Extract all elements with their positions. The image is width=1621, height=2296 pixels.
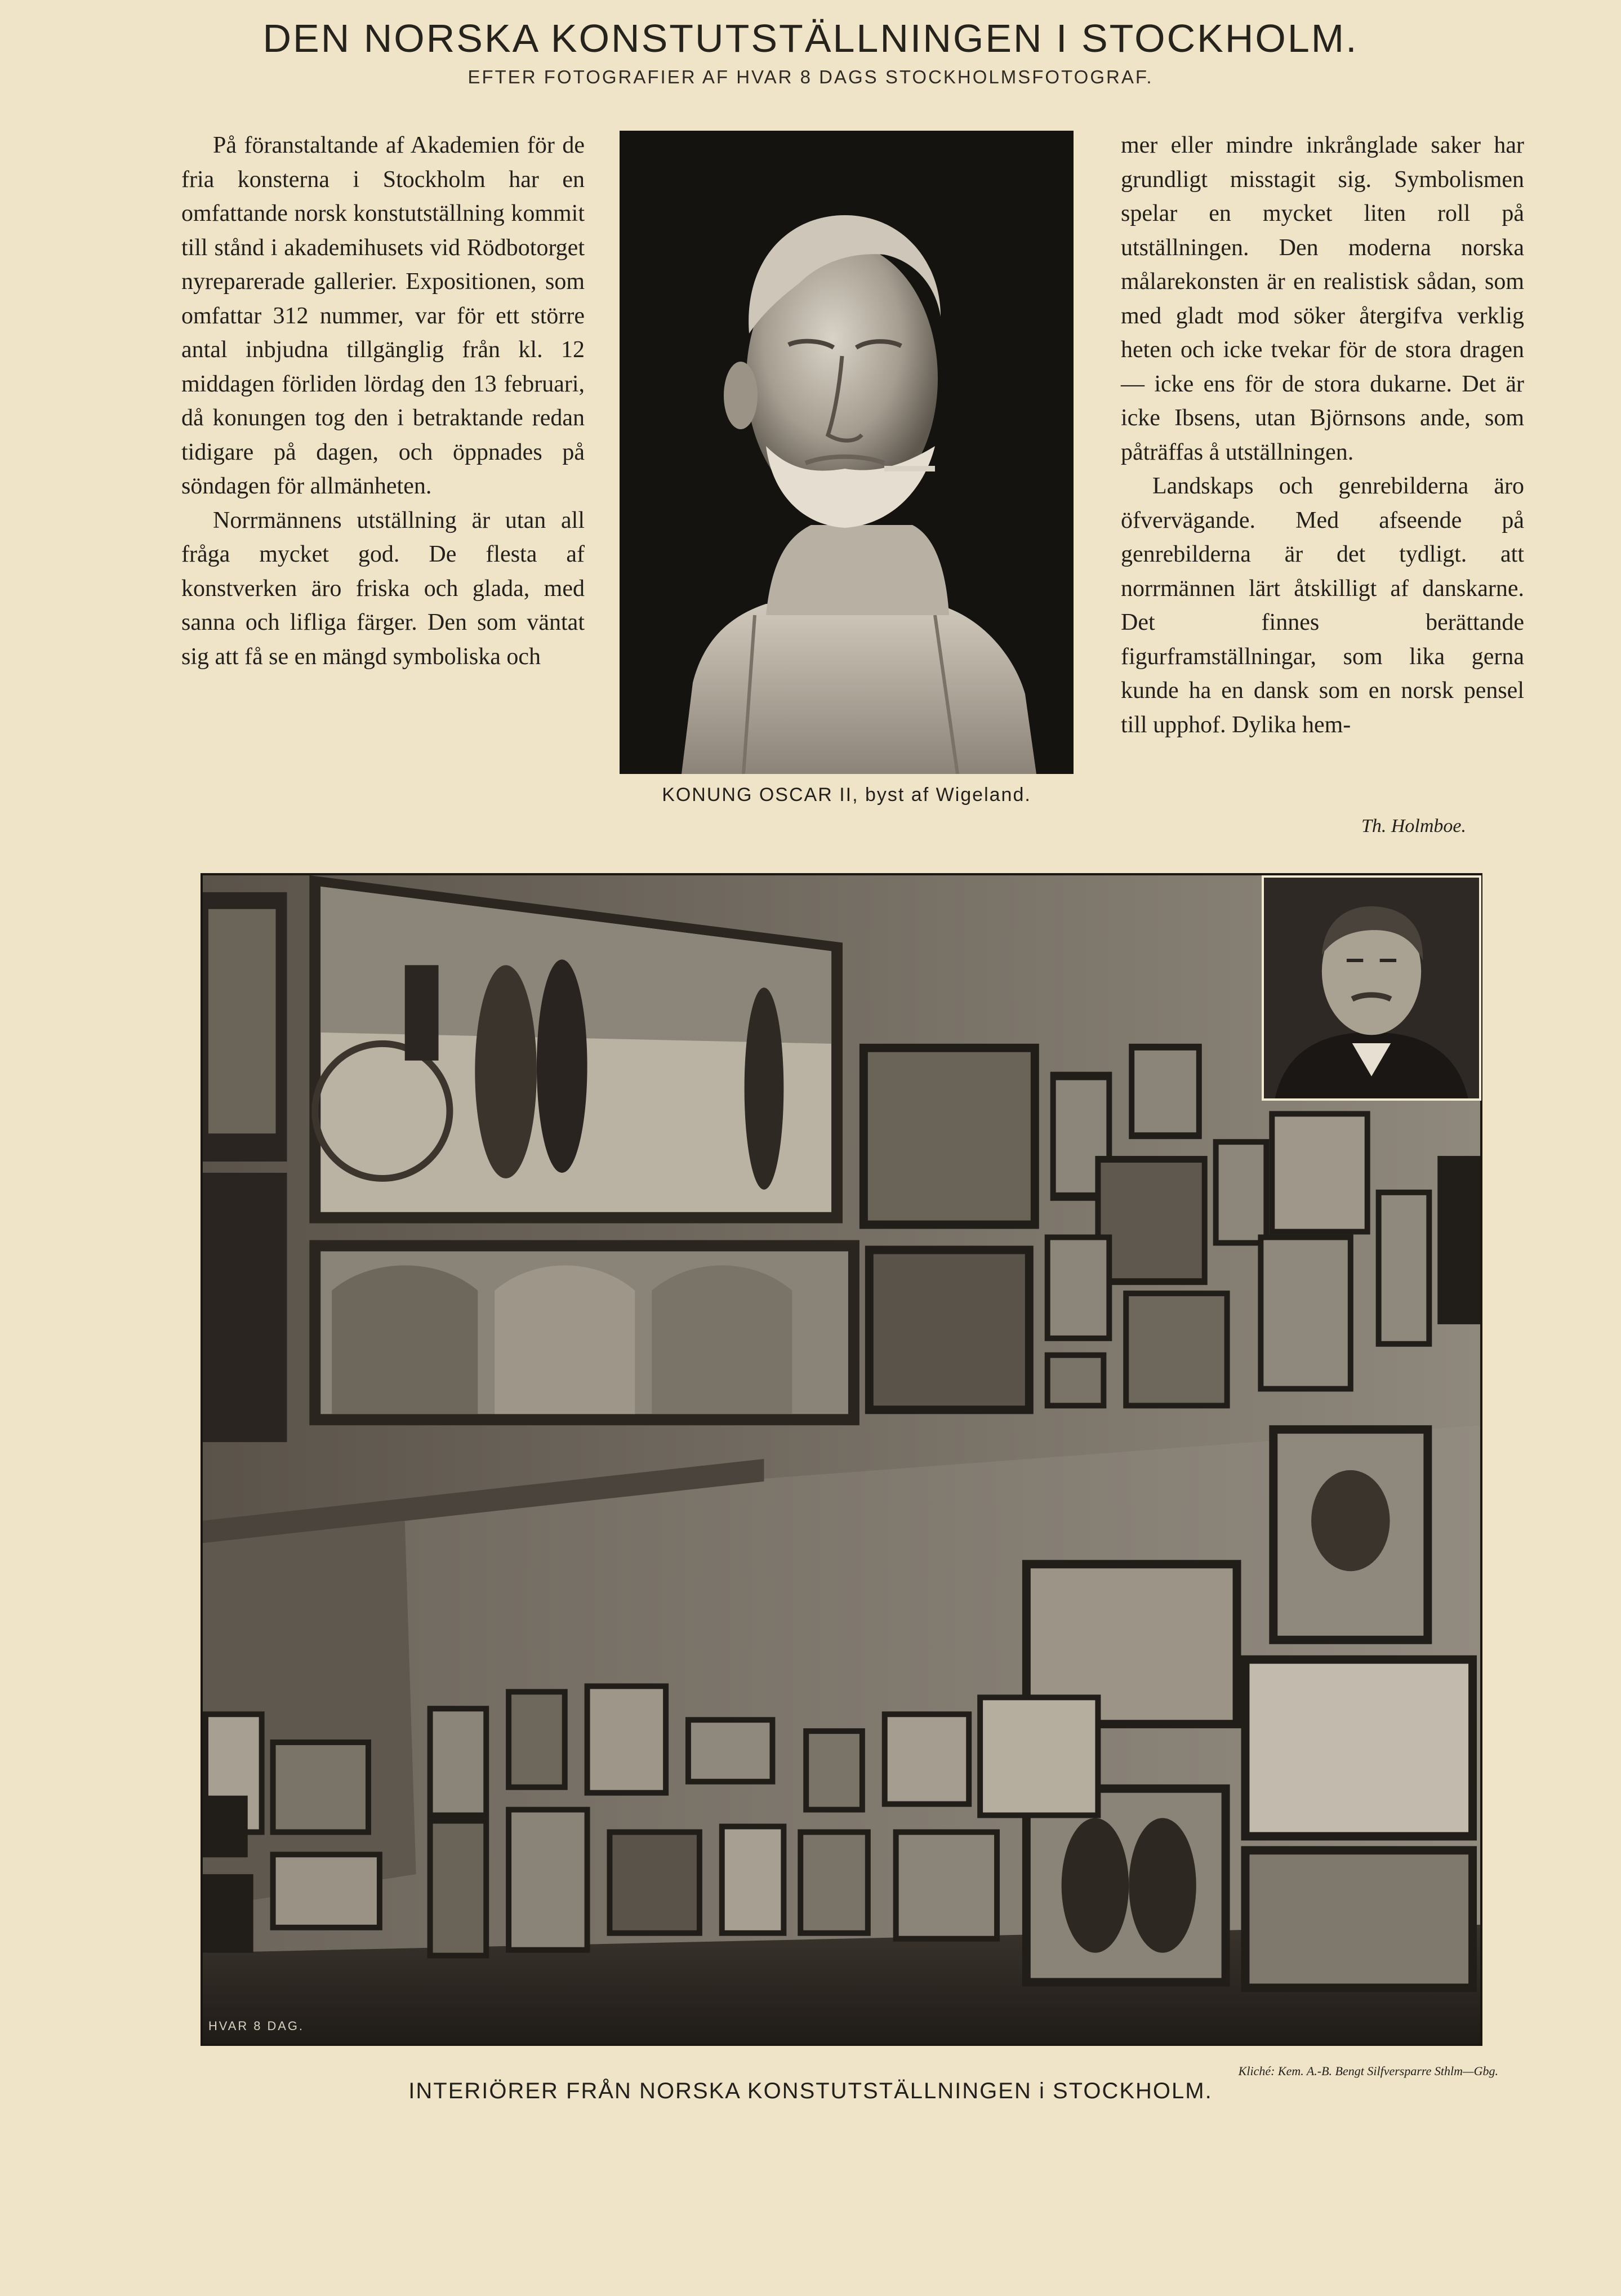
- article-column-right: [1121, 128, 1524, 742]
- article-column-left: [181, 128, 585, 674]
- photo-watermark: HVAR 8 DAG.: [208, 2019, 305, 2034]
- author-signature: Th. Holmboe.: [1361, 816, 1467, 836]
- article-paragraph: På föranstaltande af Akademien för de fria konsterna i Stockholm har en omfattande norsk konstutställning kommit till stånd i akademihusets vid Rödbotorget nyreparerade gallerier. Expositionen, som omfattar 312 nummer, var för ett större antal inbjudna tillgänglig från kl. 12 middagen förliden lördag den 13 februari, då konungen tog den i betraktande redan tidigare på dagen, och öppnades på söndagen för allmänheten.: [181, 132, 585, 499]
- portrait-inset-photo: [1262, 875, 1481, 1101]
- photo-credit: Kliché: Kem. A.-B. Bengt Silfversparre Sthlm—Gbg.: [1238, 2064, 1498, 2078]
- page-title: DEN NORSKA KONSTUTSTÄLLNINGEN I STOCKHOLM.: [262, 16, 1359, 60]
- article-paragraph: Landskaps och genrebilderna äro öfvervägande. Med afseende på genrebilderna är det tydligt. att norrmännen lärt åtskilligt af danskarne. Det finnes berättande figurframställningar, som lika gerna kunde ha en dansk som en norsk pensel till upphof. Dylika hem-: [1121, 473, 1524, 738]
- gallery-caption: INTERIÖRER FRÅN NORSKA KONSTUTSTÄLLNINGEN i STOCKHOLM.: [408, 2079, 1213, 2103]
- bust-caption: KONUNG OSCAR II, byst af Wigeland.: [662, 784, 1031, 806]
- page-subtitle: EFTER FOTOGRAFIER AF HVAR 8 DAGS STOCKHOLMSFOTOGRAF.: [467, 66, 1154, 87]
- bust-photo: [620, 131, 1074, 774]
- article-paragraph: Norrmännens utställning är utan all fråga mycket god. De flesta af konstverken äro friska och glada, med sanna och lifliga färger. Den som väntat sig att få se en mängd symboliska och: [181, 507, 585, 670]
- article-paragraph: mer eller mindre inkrånglade saker har grundligt misstagit sig. Symbolismen spelar en mycket liten roll på utställningen. Den moderna norska målarekonsten är en realistisk sådan, som med gladt mod söker återgifva verklig heten och icke tvekar för de stora dragen — icke ens för de stora dukarne. Det är icke Ibsens, utan Björnsons ande, som påträffas å utställningen.: [1121, 132, 1524, 465]
